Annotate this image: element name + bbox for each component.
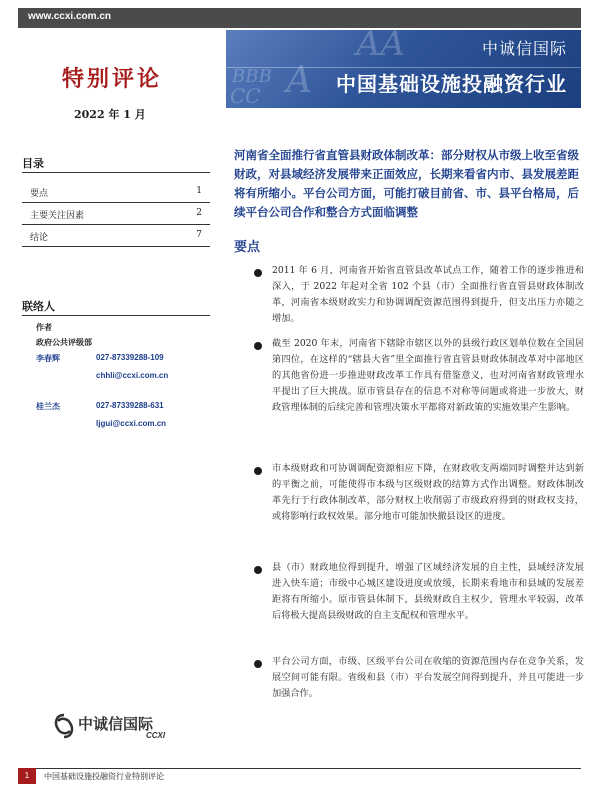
key-point: 县（市）财政地位得到提升，增强了区域经济发展的自主性，县域经济发展进入快车道；市级中心城区建设进度或放缓，长期来看地市和县域的发展差距将有所缩小。原市管县体制下，县级财政自主权少，管理水平较弱，改革后将极大提高县级财政的自主支配权和管理水平。 <box>272 562 584 621</box>
brand-name: 中诚信国际 <box>481 39 567 58</box>
bullet-icon <box>254 566 262 574</box>
banner-letter: AA <box>356 30 406 64</box>
contact-email[interactable]: ljgui@ccxi.com.cn <box>96 419 167 428</box>
toc-item-label: 结论 <box>30 233 49 243</box>
website-url[interactable]: www.ccxi.com.cn <box>28 11 111 22</box>
footer-text: 中国基础设施投融资行业特别评论 <box>44 772 164 781</box>
report-type: 特别评论 <box>62 66 163 92</box>
contact-name: 桂兰杰 <box>36 402 60 411</box>
toc-divider <box>22 224 210 225</box>
key-point: 2011 年 6 月，河南省开始省直管县改革试点工作，随着工作的逐步推进和深入，于 2022 年起对全省 102 个县（市）全面推行省直管县财政体制改革，河南省本级财政实力和协调调配资源范围得到提升，但支出压力亦随之增加。 <box>272 265 584 324</box>
toc-item-page: 7 <box>196 230 202 240</box>
header-banner <box>226 30 581 108</box>
toc-divider <box>22 202 210 203</box>
summary-headline: 河南省全面推行省直管县财政体制改革：部分财权从市级上收至省级财政，对县域经济发展带来正面效应，长期来看省内市、县发展差距将有所缩小。平台公司方面，可能打破目前省、市、县平台格局，后续平台公司合作和整合方式面临调整 <box>234 148 579 219</box>
toc-title: 目录 <box>22 157 44 170</box>
contacts-divider <box>22 315 210 316</box>
contacts-title: 联络人 <box>22 300 55 313</box>
contact-email[interactable]: chhli@ccxi.com.cn <box>96 371 169 380</box>
toc-item-page: 1 <box>196 186 202 196</box>
contact-phone: 027-87339288-109 <box>96 353 164 362</box>
toc-item[interactable] <box>30 230 202 243</box>
bullet-icon <box>254 342 262 350</box>
bullet-icon <box>254 269 262 277</box>
toc-divider <box>22 172 210 173</box>
key-points-title: 要点 <box>234 240 261 255</box>
industry-title: 中国基础设施投融资行业 <box>336 72 567 96</box>
bullet-icon <box>254 467 262 475</box>
logo-subtext: CCXI <box>146 731 166 740</box>
author-label: 作者 <box>36 323 52 332</box>
banner-letter: CC <box>230 84 261 108</box>
footer-divider <box>18 768 581 769</box>
logo-text: 中诚信国际 <box>78 716 154 733</box>
company-logo <box>52 713 182 741</box>
logo-mark-icon <box>52 713 76 739</box>
toc-item[interactable] <box>30 186 202 199</box>
toc-item-page: 2 <box>196 208 202 218</box>
page-number: 1 <box>18 768 36 784</box>
banner-letter: BBB <box>232 66 272 87</box>
key-point: 市本级财政和可协调调配资源相应下降，在财政收支两端同时调整并达到新的平衡之前，可能使得市本级与区级财政的结算方式作出调整。财政体制改革先行于行政体制改革，部分财权上收削弱了市级政府得到的财政权支持，或将影响行政权效果。部分地市可能加快撤县设区的进度。 <box>272 463 584 522</box>
report-date: 2022 年 1 月 <box>74 108 146 121</box>
top-bar <box>18 8 581 28</box>
department: 政府公共评级部 <box>36 338 92 347</box>
toc-item-label: 主要关注因素 <box>30 211 85 221</box>
contact-phone: 027-87339288-631 <box>96 401 164 410</box>
contact-name: 李春辉 <box>36 354 60 363</box>
banner-letter: A <box>286 60 312 101</box>
key-point: 平台公司方面，市级、区级平台公司在收缩的资源范围内存在竞争关系，发展空间可能有限。省级和县（市）平台发展空间得到提升，并且可能进一步加强合作。 <box>272 656 584 699</box>
bullet-icon <box>254 660 262 668</box>
key-point: 截至 2020 年末，河南省下辖除市辖区以外的县级行政区划单位数在全国居第四位，在这样的“辖县大省”里全面推行省直管县财政体制改革对中部地区的其他省份进一步推进财政改革工作具有借鉴意义，也对河南省财政管理水平提出了巨大挑战。原市管县存在的信息不对称等问题或将进一步放大，财政管理体制的后续完善和管理决策水平都将对新政策的实施效果产生影响。 <box>272 338 584 413</box>
toc-divider <box>22 246 210 247</box>
toc-item[interactable] <box>30 208 202 221</box>
toc-item-label: 要点 <box>30 189 49 199</box>
